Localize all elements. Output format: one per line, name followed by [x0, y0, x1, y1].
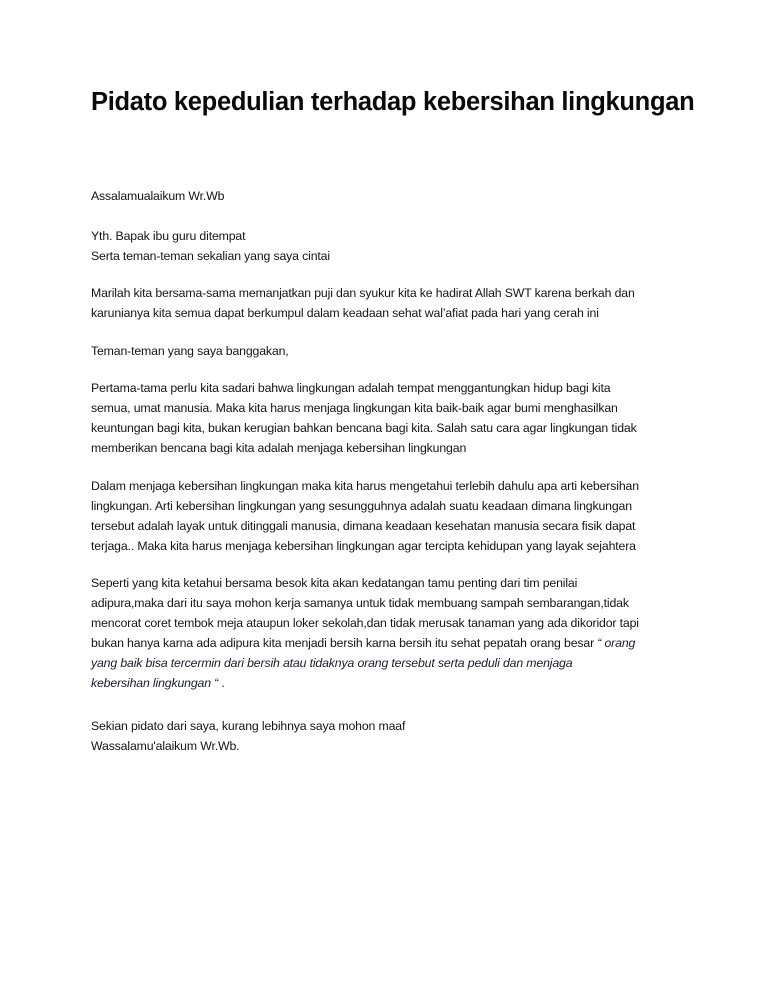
paragraph-line: karunianya kita semua dapat berkumpul dalam keadaan sehat wal’afiat pada hari yang cerah ini: [91, 306, 599, 320]
opening-paragraph: [91, 283, 691, 323]
paragraph-line: adipura,maka dari itu saya mohon kerja samanya untuk tidak membuang sampah sembarangan,tidak: [91, 596, 629, 610]
address-line: Serta teman-teman sekalian yang saya cintai: [91, 249, 330, 263]
greeting-text: Assalamualaikum Wr.Wb: [91, 189, 225, 203]
paragraph-3: [91, 573, 691, 693]
paragraph-line: mencorat coret tembok meja ataupun loker sekolah,dan tidak merusak tanaman yang ada dikoridor tapi: [91, 616, 639, 630]
greeting: [91, 186, 691, 206]
paragraph-line: terjaga.. Maka kita harus menjaga kebersihan lingkungan agar tercipta kehidupan yang layak sejahtera: [91, 539, 636, 553]
paragraph-line: lingkungan. Arti kebersihan lingkungan yang sesungguhnya adalah suatu keadaan dimana lingkungan: [91, 499, 632, 513]
closing-line: Wassalamu'alaikum Wr.Wb.: [91, 739, 240, 753]
paragraph-2: [91, 476, 691, 556]
quote-text: kebersihan lingkungan “: [91, 676, 219, 690]
paragraph-line: Marilah kita bersama-sama memanjatkan puji dan syukur kita ke hadirat Allah SWT karena berkah dan: [91, 286, 635, 300]
paragraph-line: [91, 673, 691, 693]
paragraph-line: memberikan bencana bagi kita adalah menjaga kebersihan lingkungan: [91, 441, 467, 455]
paragraph-line: keuntungan bagi kita, bukan kerugian bahkan bencana bagi kita. Salah satu cara agar lingkungan tidak: [91, 421, 637, 435]
address-line: Yth. Bapak ibu guru ditempat: [91, 229, 246, 243]
closing-line: Sekian pidato dari saya, kurang lebihnya saya mohon maaf: [91, 719, 406, 733]
quote-text: “ orang: [597, 636, 636, 650]
paragraph-line: Dalam menjaga kebersihan lingkungan maka kita harus mengetahui terlebih dahulu apa arti kebersihan: [91, 479, 639, 493]
salutation-text: Teman-teman yang saya banggakan,: [91, 344, 289, 358]
line-text: bukan hanya karna ada adipura kita menjadi bersih karna bersih itu sehat pepatah orang besar: [91, 636, 598, 650]
paragraph-line: Seperti yang kita ketahui bersama besok kita akan kedatangan tamu penting dari tim penilai: [91, 576, 578, 590]
document-title: Pidato kepedulian terhadap kebersihan lingkungan: [91, 88, 695, 116]
paragraph-line: tersebut adalah layak untuk ditinggali manusia, dimana keadaan kesehatan manusia secara fisik dapat: [91, 519, 636, 533]
quote-line: yang baik bisa tercermin dari bersih atau tidaknya orang tersebut serta peduli dan menjaga: [91, 656, 573, 670]
salutation: [91, 341, 691, 361]
paragraph-line: semua, umat manusia. Maka kita harus menjaga lingkungan kita baik-baik agar bumi menghasilkan: [91, 401, 618, 415]
paragraph-line: [91, 633, 691, 653]
line-end: .: [218, 676, 225, 690]
paragraph-line: Pertama-tama perlu kita sadari bahwa lingkungan adalah tempat menggantungkan hidup bagi kita: [91, 381, 611, 395]
closing-block: [91, 716, 691, 756]
paragraph-1: [91, 378, 691, 458]
address-block: [91, 226, 691, 266]
